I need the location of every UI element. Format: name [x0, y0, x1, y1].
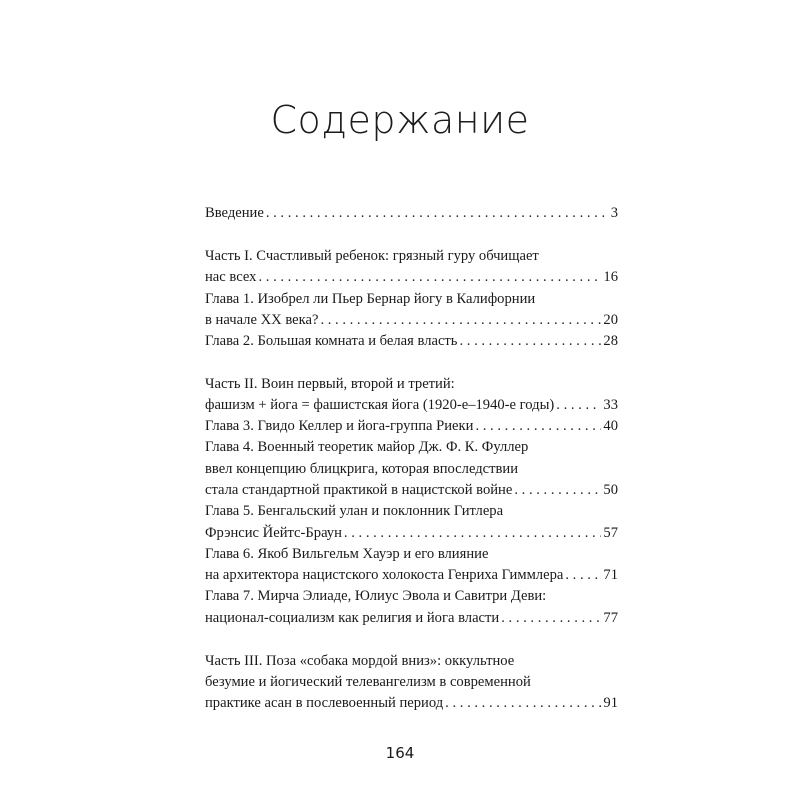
toc-entry-text: Глава 5. Бенгальский улан и поклонник Гитлера [205, 503, 504, 519]
toc-entry [205, 203, 618, 223]
toc-entry-text: Часть I. Счастливый ребенок: грязный гуру обчищает [205, 248, 539, 264]
toc-entry [205, 310, 618, 330]
dot-leader [556, 395, 601, 415]
toc-entry-text: стала стандартной практикой в нацистской войне [205, 482, 513, 498]
toc-entry [205, 523, 618, 543]
toc-entry [205, 267, 618, 287]
toc-entry-text: нас всех [205, 269, 257, 285]
toc-entry-text: Глава 7. Мирча Элиаде, Юлиус Эвола и Савитри Деви: [205, 588, 547, 604]
toc-entry [205, 480, 618, 500]
toc-entry-page: 71 [603, 567, 618, 583]
toc-entry-text: Глава 2. Большая комната и белая власть [205, 333, 458, 349]
dot-leader [258, 267, 601, 287]
dot-leader [514, 480, 601, 500]
toc-entry [205, 693, 618, 713]
toc-entry-text: Фрэнсис Йейтс-Браун [205, 525, 342, 541]
toc-entry-page: 91 [603, 695, 618, 711]
toc-entry [205, 565, 618, 585]
toc-entry-text: Глава 3. Гвидо Келлер и йога-группа Риеки [205, 418, 474, 434]
toc-entry-text: Часть II. Воин первый, второй и третий: [205, 376, 455, 392]
page-number: 164 [385, 744, 415, 762]
dot-leader [320, 310, 601, 330]
toc-entry-page: 16 [603, 269, 618, 285]
dot-leader [344, 523, 601, 543]
toc-entry-text: Введение [205, 205, 264, 221]
page-title: Содержание [270, 98, 530, 142]
toc-entry [205, 374, 618, 394]
toc-entry [205, 289, 618, 309]
toc-entry-page: 40 [603, 418, 618, 434]
dot-leader [501, 608, 601, 628]
dot-leader [475, 416, 601, 436]
toc-entry-page: 20 [603, 312, 618, 328]
toc-entry [205, 246, 618, 266]
toc-entry-text: в начале XX века? [205, 312, 319, 328]
toc-entry-page: 3 [610, 205, 618, 221]
toc-entry-page: 33 [603, 397, 618, 413]
toc-entry [205, 651, 618, 671]
toc-entry-page: 57 [603, 525, 618, 541]
dot-leader [266, 203, 609, 223]
dot-leader [459, 331, 601, 351]
toc-entry [205, 672, 618, 692]
toc-entry-text: Глава 1. Изобрел ли Пьер Бернар йогу в Калифорнии [205, 291, 536, 307]
toc-entry-text: безумие и йогический телевангелизм в современной [205, 674, 531, 690]
toc-entry [205, 459, 618, 479]
toc-entry-page: 77 [603, 610, 618, 626]
toc-entry-text: Глава 4. Военный теоретик майор Дж. Ф. К. Фуллер [205, 439, 529, 455]
toc-entry [205, 416, 618, 436]
toc-entry [205, 544, 618, 564]
toc-entry-text: Глава 6. Якоб Вильгельм Хауэр и его влияние [205, 546, 489, 562]
toc-entry-page: 28 [603, 333, 618, 349]
toc-entry [205, 501, 618, 521]
toc-entry [205, 331, 618, 351]
toc-entry [205, 437, 618, 457]
toc-entry [205, 586, 618, 606]
toc-entry-text: фашизм + йога = фашистская йога (1920-е–1940-е годы) [205, 397, 555, 413]
toc-entry-text: на архитектора нацистского холокоста Генриха Гиммлера [205, 567, 564, 583]
dot-leader [565, 565, 601, 585]
toc-entry-page: 50 [603, 482, 618, 498]
toc-entry [205, 608, 618, 628]
toc-entry-text: практике асан в послевоенный период [205, 695, 444, 711]
toc-entry-text: национал-социализм как религия и йога власти [205, 610, 500, 626]
toc-entry-text: Часть III. Поза «собака мордой вниз»: оккультное [205, 653, 515, 669]
dot-leader [445, 693, 601, 713]
toc-entry-text: ввел концепцию блицкрига, которая впоследствии [205, 461, 519, 477]
toc-entry [205, 395, 618, 415]
